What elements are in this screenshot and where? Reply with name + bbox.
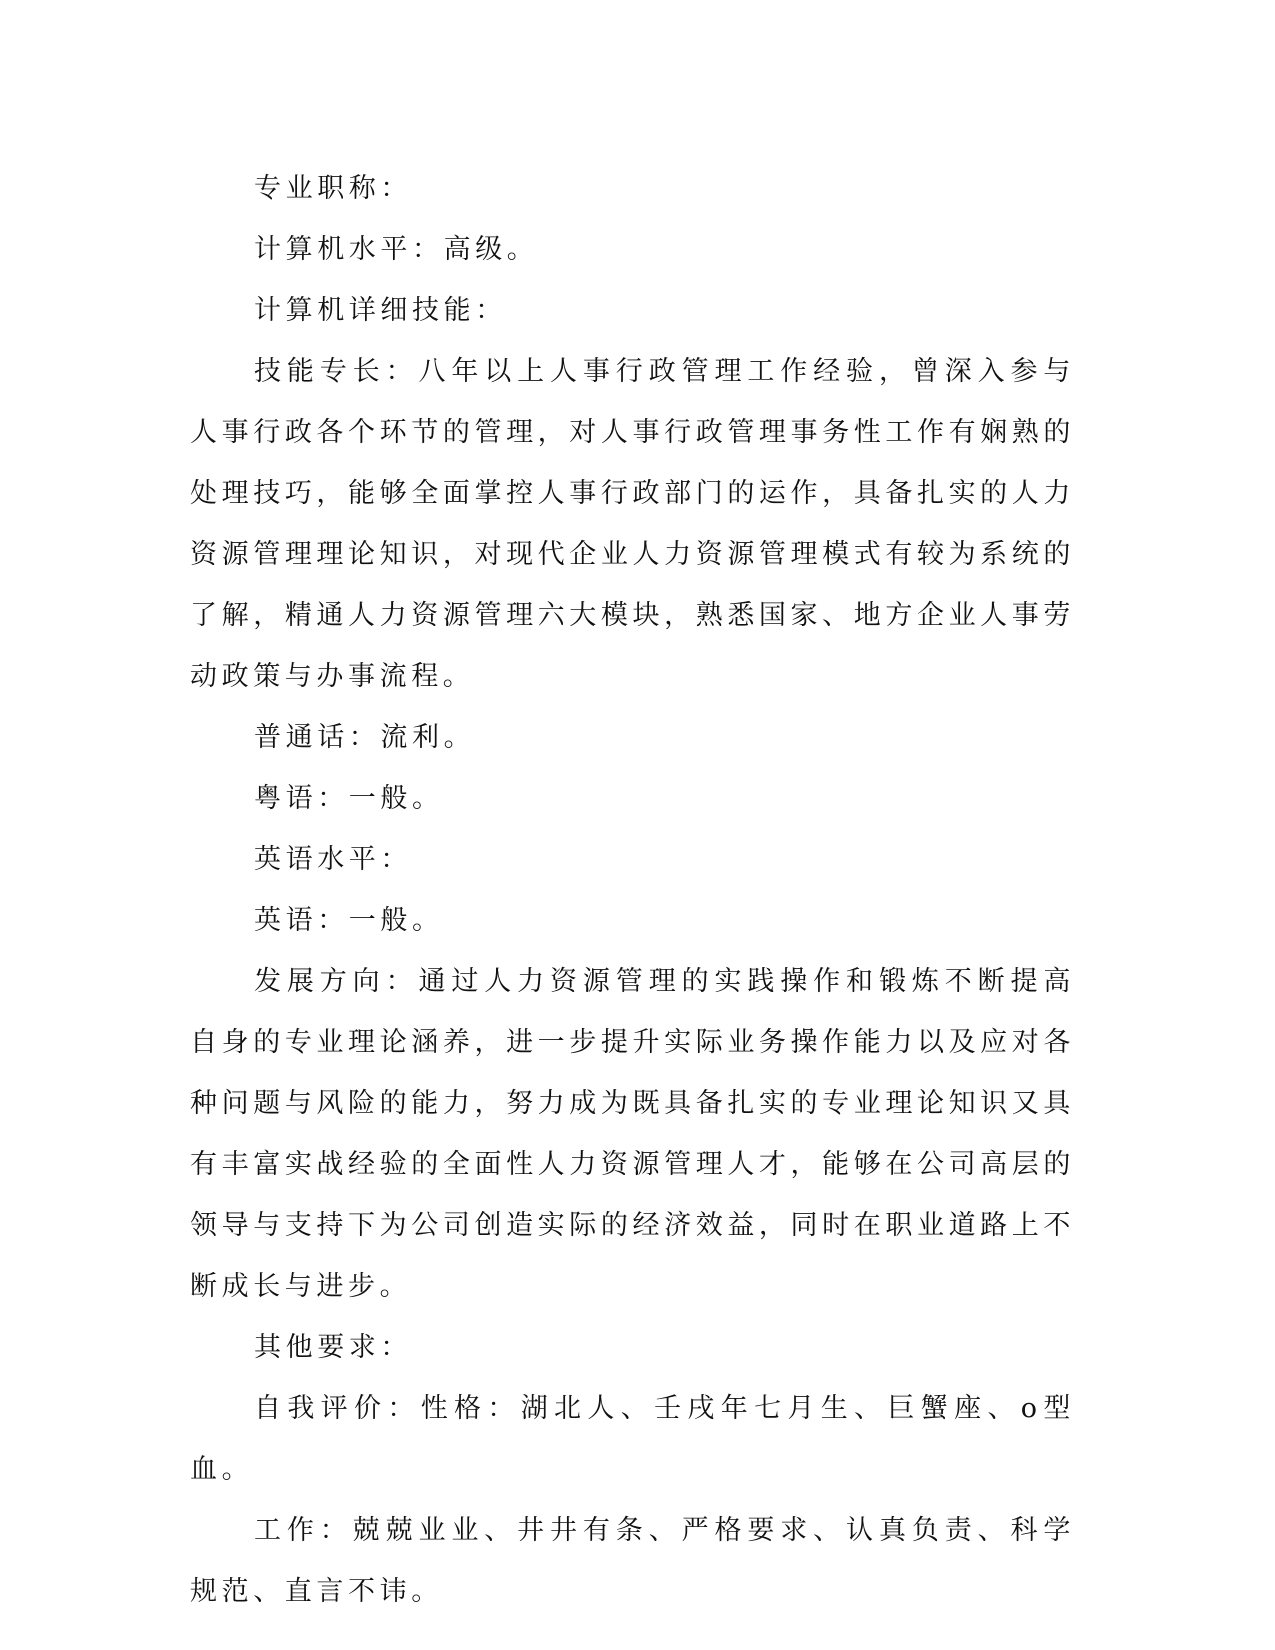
paragraph-english-level: 英语水平： — [254, 844, 412, 875]
paragraph-computer-level: 计算机水平：高级。 — [254, 234, 539, 265]
document-body — [190, 158, 1075, 1622]
paragraph-professional-title: 专业职称： — [254, 173, 412, 204]
paragraph-cantonese: 粤语：一般。 — [254, 783, 444, 814]
paragraph-computer-skills: 计算机详细技能： — [254, 295, 507, 326]
paragraph-english: 英语：一般。 — [254, 905, 444, 936]
paragraph-mandarin: 普通话：流利。 — [254, 722, 476, 753]
paragraph-other-requirements: 其他要求： — [254, 1332, 412, 1363]
paragraph-work-attitude: 工作：兢兢业业、井井有条、严格要求、认真负责、科学规范、直言不讳。 — [190, 1515, 1075, 1607]
paragraph-career-direction: 发展方向：通过人力资源管理的实践操作和锻炼不断提高自身的专业理论涵养，进一步提升实际业务操作能力以及应对各种问题与风险的能力，努力成为既具备扎实的专业理论知识又具有丰富实战经验的全面性人力资源管理人才，能够在公司高层的领导与支持下为公司创造实际的经济效益，同时在职业道路上不断成长与进步。 — [190, 966, 1075, 1302]
paragraph-skill-expertise: 技能专长：八年以上人事行政管理工作经验，曾深入参与人事行政各个环节的管理，对人事行政管理事务性工作有娴熟的处理技巧，能够全面掌控人事行政部门的运作，具备扎实的人力资源管理理论知识，对现代企业人力资源管理模式有较为系统的了解，精通人力资源管理六大模块，熟悉国家、地方企业人事劳动政策与办事流程。 — [190, 356, 1075, 692]
paragraph-self-evaluation: 自我评价：性格：湖北人、壬戌年七月生、巨蟹座、o型血。 — [190, 1393, 1075, 1485]
